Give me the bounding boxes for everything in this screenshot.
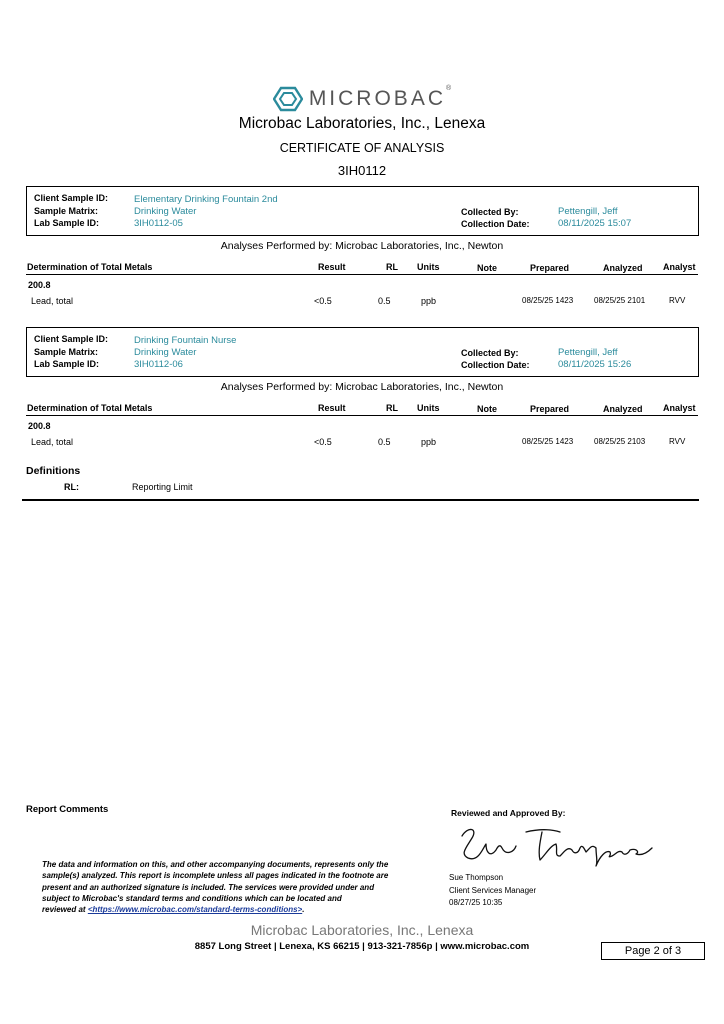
col-analyzed: Analyzed (603, 263, 643, 273)
approval-date: 08/27/25 10:35 (449, 898, 503, 907)
prepared: 08/25/25 1423 (522, 437, 574, 446)
client-sample-id-label: Client Sample ID: (34, 193, 109, 203)
report-comments-title: Report Comments (26, 804, 109, 815)
sample-matrix-label: Sample Matrix: (34, 347, 99, 357)
units: ppb (421, 296, 437, 306)
divider (22, 499, 699, 501)
approval-title: Reviewed and Approved By: (451, 808, 566, 818)
result: <0.5 (314, 296, 332, 306)
page-number: Page 2 of 3 (601, 942, 705, 960)
method-code: 200.8 (28, 280, 51, 290)
col-rl: RL (386, 403, 398, 413)
collection-date: 08/11/2025 15:07 (558, 218, 632, 229)
col-units: Units (417, 403, 440, 413)
approver-role: Client Services Manager (449, 885, 537, 895)
col-determination: Determination of Total Metals (27, 262, 153, 272)
collection-date-label: Collection Date: (461, 360, 530, 370)
sample-matrix: Drinking Water (134, 206, 197, 217)
collected-by: Pettengill, Jeff (558, 206, 618, 217)
divider (26, 274, 698, 275)
collection-date-label: Collection Date: (461, 219, 530, 229)
lab-name: Microbac Laboratories, Inc., Lenexa (238, 115, 486, 132)
definitions-title: Definitions (26, 465, 81, 477)
col-note: Note (477, 404, 497, 414)
report-id: 3IH0112 (337, 163, 387, 178)
lab-sample-id: 3IH0112-05 (134, 218, 183, 229)
analyte: Lead, total (31, 437, 74, 447)
col-result: Result (318, 262, 346, 272)
definition-meaning: Reporting Limit (132, 482, 193, 492)
prepared: 08/25/25 1423 (522, 296, 574, 305)
collected-by-label: Collected By: (461, 348, 519, 358)
rl-value: 0.5 (378, 296, 391, 306)
brand-name: MICROBAC® (308, 85, 452, 110)
lab-sample-id-label: Lab Sample ID: (34, 218, 100, 228)
client-sample-id: Elementary Drinking Fountain 2nd (134, 194, 278, 205)
approver-name: Sue Thompson (449, 873, 504, 882)
analyst: RVV (669, 437, 686, 446)
company-logo (0, 84, 724, 114)
signature-icon (456, 822, 656, 872)
approver-info (449, 872, 536, 910)
signature (456, 822, 656, 872)
lab-sample-id-label: Lab Sample ID: (34, 359, 100, 369)
col-analyst: Analyst (663, 262, 696, 272)
collection-date: 08/11/2025 15:26 (558, 359, 632, 370)
performed-by: Analyses Performed by: Microbac Laboratories, Inc., Newton (220, 240, 504, 252)
terms-link[interactable]: <https://www.microbac.com/standard-terms-conditions> (87, 905, 303, 915)
divider (26, 415, 698, 416)
collected-by: Pettengill, Jeff (558, 347, 618, 358)
footer-address: 8857 Long Street | Lenexa, KS 66215 | 913-321-7856p | www.microbac.com (194, 941, 530, 952)
result: <0.5 (314, 437, 332, 447)
hexagon-logo-icon (273, 86, 303, 112)
sample-matrix-label: Sample Matrix: (34, 206, 99, 216)
col-units: Units (417, 262, 440, 272)
col-result: Result (318, 403, 346, 413)
document-title: CERTIFICATE OF ANALYSIS (279, 141, 445, 155)
lab-sample-id: 3IH0112-06 (134, 359, 183, 370)
collected-by-label: Collected By: (461, 207, 519, 217)
client-sample-id: Drinking Fountain Nurse (134, 335, 237, 346)
analyzed: 08/25/25 2103 (594, 437, 646, 446)
sample-matrix: Drinking Water (134, 347, 197, 358)
rl-value: 0.5 (378, 437, 391, 447)
client-sample-id-label: Client Sample ID: (34, 334, 109, 344)
analyst: RVV (669, 296, 686, 305)
analyzed: 08/25/25 2101 (594, 296, 646, 305)
analyte: Lead, total (31, 296, 74, 306)
col-analyst: Analyst (663, 403, 696, 413)
col-prepared: Prepared (530, 263, 570, 273)
disclaimer: The data and information on this, and other accompanying documents, represents only the sample(s) analyzed. This report is incomplete unless all pages indicated in the footnote are present and an authorized signature is included. The services were provided under and subject to Microbac's standard terms and conditions which can be located and reviewed at <https://www.microbac.com/standard-terms-conditions>. (42, 860, 389, 915)
col-prepared: Prepared (530, 404, 570, 414)
performed-by: Analyses Performed by: Microbac Laboratories, Inc., Newton (220, 381, 504, 393)
col-determination: Determination of Total Metals (27, 403, 153, 413)
method-code: 200.8 (28, 421, 51, 431)
col-analyzed: Analyzed (603, 404, 643, 414)
footer-lab-name: Microbac Laboratories, Inc., Lenexa (250, 922, 474, 938)
units: ppb (421, 437, 437, 447)
col-note: Note (477, 263, 497, 273)
col-rl: RL (386, 262, 398, 272)
definition-term: RL: (64, 482, 79, 492)
